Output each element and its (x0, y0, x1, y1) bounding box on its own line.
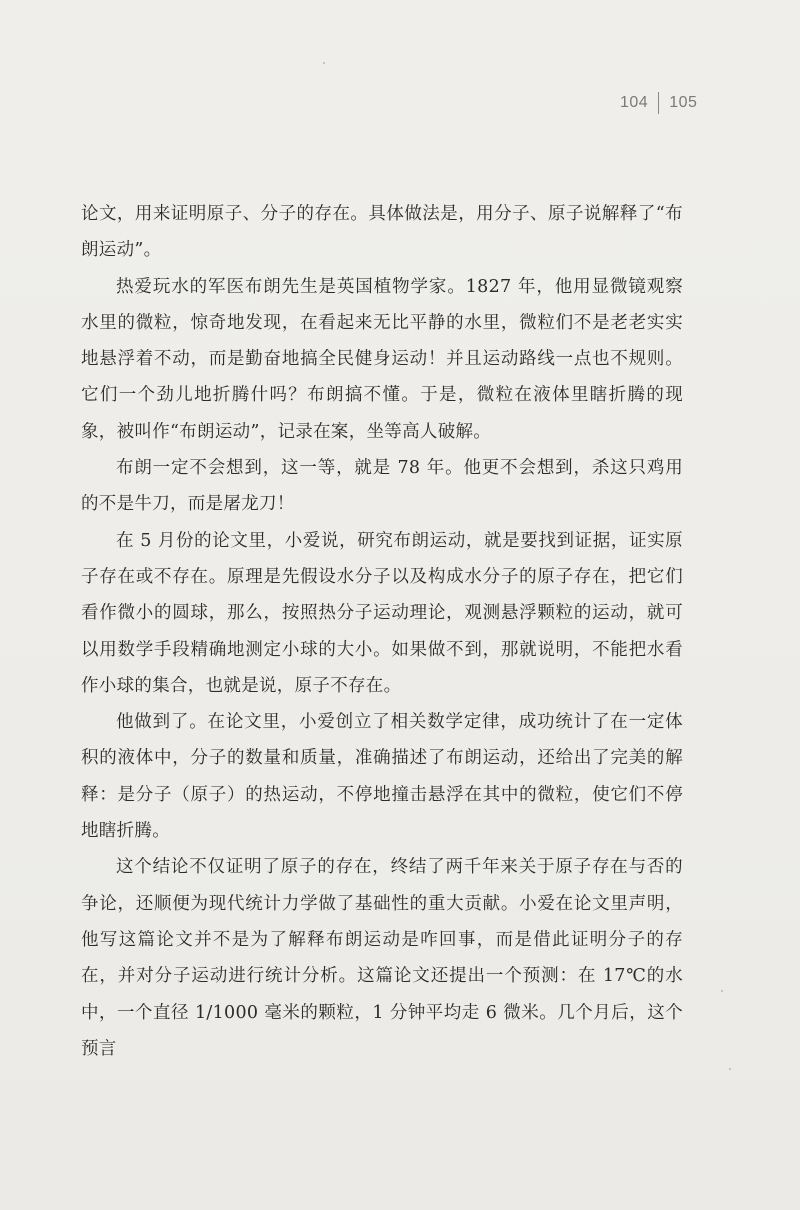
page-numbers (620, 92, 697, 114)
right-page-number: 105 (669, 94, 698, 111)
paragraph-2: 热爱玩水的军医布朗先生是英国植物学家。1827 年，他用显微镜观察水里的微粒，惊奇地发现，在看起来无比平静的水里，微粒们不是老老实实地悬浮着不动，而是勤奋地搞全民健身运动！并且运动路线一点也不规则。它们一个劲儿地折腾什吗？布朗搞不懂。于是，微粒在液体里瞎折腾的现象，被叫作“布朗运动”，记录在案，坐等高人破解。 (81, 276, 683, 442)
paragraph-3: 布朗一定不会想到，这一等，就是 78 年。他更不会想到，杀这只鸡用的不是牛刀，而是屠龙刀！ (81, 458, 683, 515)
page-number-divider (658, 92, 659, 114)
body-text (81, 196, 683, 1067)
paper-speck (721, 990, 723, 992)
paragraph-6: 这个结论不仅证明了原子的存在，终结了两千年来关于原子存在与否的争论，还顺便为现代统计力学做了基础性的重大贡献。小爱在论文里声明，他写这篇论文并不是为了解释布朗运动是咋回事，而是借此证明分子的存在，并对分子运动进行统计分析。这篇论文还提出一个预测：在 17℃的水中，一个直径 1/1000 毫米的颗粒，1 分钟平均走 6 微米。几个月后，这个预言 (81, 857, 683, 1059)
paragraph-5: 他做到了。在论文里，小爱创立了相关数学定律，成功统计了在一定体积的液体中，分子的数量和质量，准确描述了布朗运动，还给出了完美的解释：是分子（原子）的热运动，不停地撞击悬浮在其中的微粒，使它们不停地瞎折腾。 (81, 712, 683, 842)
paragraph-4: 在 5 月份的论文里，小爱说，研究布朗运动，就是要找到证据，证实原子存在或不存在。原理是先假设水分子以及构成水分子的原子存在，把它们看作微小的圆球，那么，按照热分子运动理论，观测悬浮颗粒的运动，就可以用数学手段精确地测定小球的大小。如果做不到，那就说明，不能把水看作小球的集合，也就是说，原子不存在。 (81, 530, 683, 696)
paragraph-1: 论文，用来证明原子、分子的存在。具体做法是，用分子、原子说解释了“布朗运动”。 (81, 204, 683, 261)
paper-speck (323, 62, 325, 64)
left-page-number: 104 (620, 94, 649, 111)
paper-speck (729, 1068, 731, 1070)
